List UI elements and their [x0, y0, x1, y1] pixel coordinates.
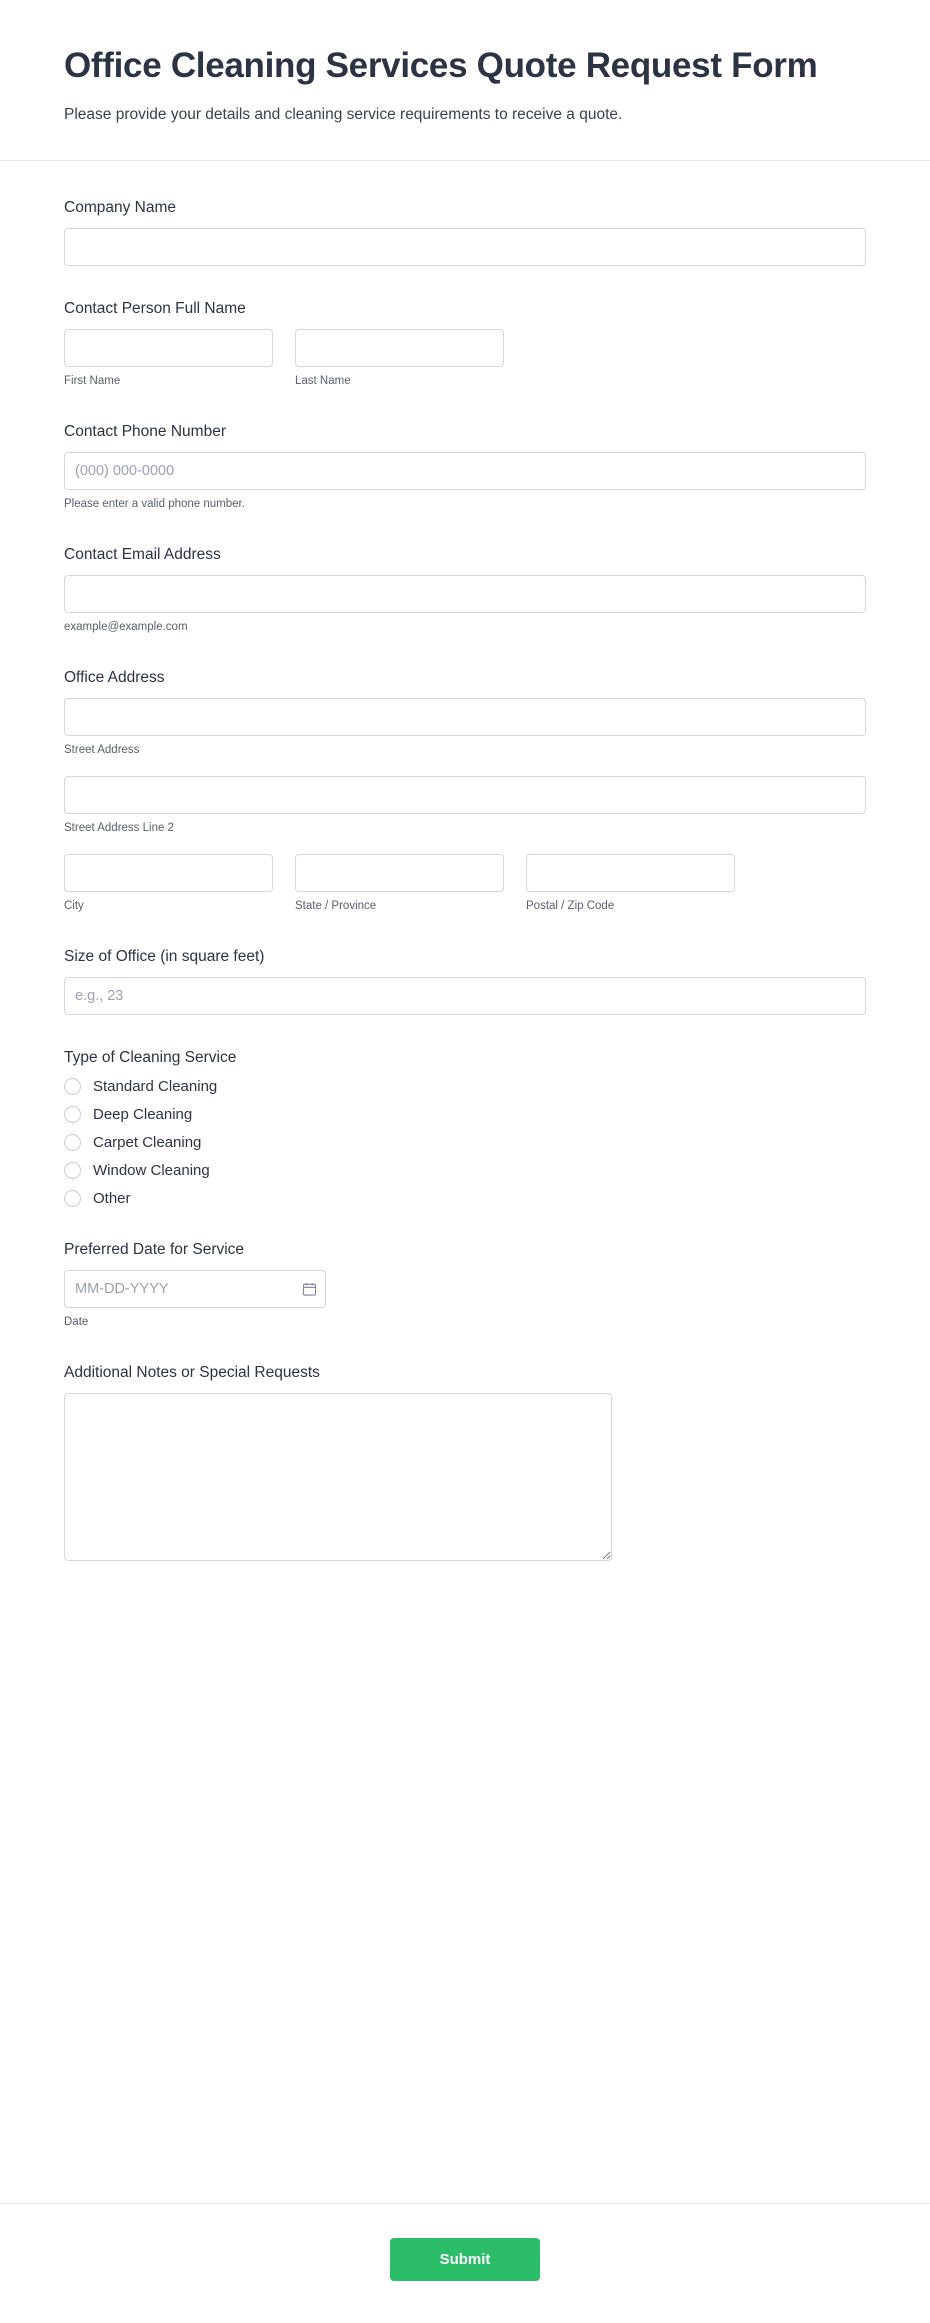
radio-option-window-cleaning[interactable] — [64, 1162, 866, 1179]
postal-code-sublabel: Postal / Zip Code — [526, 899, 615, 912]
phone-sublabel: Please enter a valid phone number. — [64, 497, 245, 510]
state-province-input[interactable] — [295, 854, 504, 892]
field-additional-notes — [64, 1364, 866, 1561]
radio-label: Other — [93, 1189, 131, 1207]
radio-option-other[interactable] — [64, 1190, 866, 1207]
field-contact-name — [64, 300, 866, 389]
company-name-input[interactable] — [64, 228, 866, 266]
calendar-icon[interactable] — [302, 1281, 317, 1296]
state-province-sublabel: State / Province — [295, 899, 377, 912]
radio-label: Window Cleaning — [93, 1161, 210, 1179]
radio-circle-icon[interactable] — [64, 1106, 81, 1123]
phone-input[interactable] — [64, 452, 866, 490]
form-footer — [0, 2203, 930, 2323]
street-address-sublabel: Street Address — [64, 743, 140, 756]
radio-circle-icon[interactable] — [64, 1134, 81, 1151]
contact-name-row — [64, 329, 866, 389]
first-name-input[interactable] — [64, 329, 273, 367]
phone-label: Contact Phone Number — [64, 422, 226, 440]
office-size-label: Size of Office (in square feet) — [64, 947, 265, 965]
company-name-label: Company Name — [64, 199, 176, 217]
last-name-sublabel: Last Name — [295, 375, 351, 388]
field-service-type — [64, 1049, 866, 1207]
first-name-sublabel: First Name — [64, 375, 121, 388]
preferred-date-label: Preferred Date for Service — [64, 1240, 245, 1258]
address-city-state-zip-row — [64, 854, 866, 914]
field-phone — [64, 423, 866, 512]
radio-option-deep-cleaning[interactable] — [64, 1106, 866, 1123]
street-address-line2-input[interactable] — [64, 776, 866, 814]
street-address-input[interactable] — [64, 698, 866, 736]
last-name-group — [295, 329, 504, 389]
radio-circle-icon[interactable] — [64, 1190, 81, 1207]
field-preferred-date — [64, 1241, 866, 1330]
form-body — [0, 161, 930, 2173]
radio-label: Deep Cleaning — [93, 1105, 193, 1123]
postal-code-input[interactable] — [526, 854, 735, 892]
radio-label: Carpet Cleaning — [93, 1133, 202, 1151]
city-input[interactable] — [64, 854, 273, 892]
email-sublabel: example@example.com — [64, 620, 188, 633]
page-title: Office Cleaning Services Quote Request Form — [64, 46, 818, 85]
first-name-group — [64, 329, 273, 389]
field-office-address — [64, 669, 866, 914]
additional-notes-textarea[interactable] — [64, 1393, 612, 1561]
service-type-radio-group — [64, 1078, 866, 1207]
office-size-input[interactable] — [64, 977, 866, 1015]
field-email — [64, 546, 866, 635]
form-header — [0, 0, 930, 161]
submit-button[interactable]: Submit — [390, 2238, 540, 2281]
city-group — [64, 854, 273, 914]
email-field[interactable] — [64, 575, 866, 613]
field-office-size — [64, 948, 866, 1015]
last-name-input[interactable] — [295, 329, 504, 367]
radio-option-carpet-cleaning[interactable] — [64, 1134, 866, 1151]
preferred-date-input[interactable] — [64, 1270, 326, 1308]
email-label: Contact Email Address — [64, 545, 221, 563]
radio-circle-icon[interactable] — [64, 1078, 81, 1095]
preferred-date-sublabel: Date — [64, 1315, 89, 1328]
preferred-date-input-wrapper — [64, 1270, 326, 1308]
additional-notes-label: Additional Notes or Special Requests — [64, 1363, 320, 1381]
street-address-line2-sublabel: Street Address Line 2 — [64, 821, 174, 834]
radio-option-standard-cleaning[interactable] — [64, 1078, 866, 1095]
office-address-label: Office Address — [64, 668, 165, 686]
service-type-label: Type of Cleaning Service — [64, 1048, 237, 1066]
contact-name-label: Contact Person Full Name — [64, 300, 246, 318]
radio-circle-icon[interactable] — [64, 1162, 81, 1179]
page-subtitle: Please provide your details and cleaning service requirements to receive a quote. — [64, 105, 623, 123]
city-sublabel: City — [64, 899, 84, 912]
radio-label: Standard Cleaning — [93, 1077, 218, 1095]
postal-group — [526, 854, 735, 914]
field-company-name — [64, 199, 866, 266]
state-group — [295, 854, 504, 914]
